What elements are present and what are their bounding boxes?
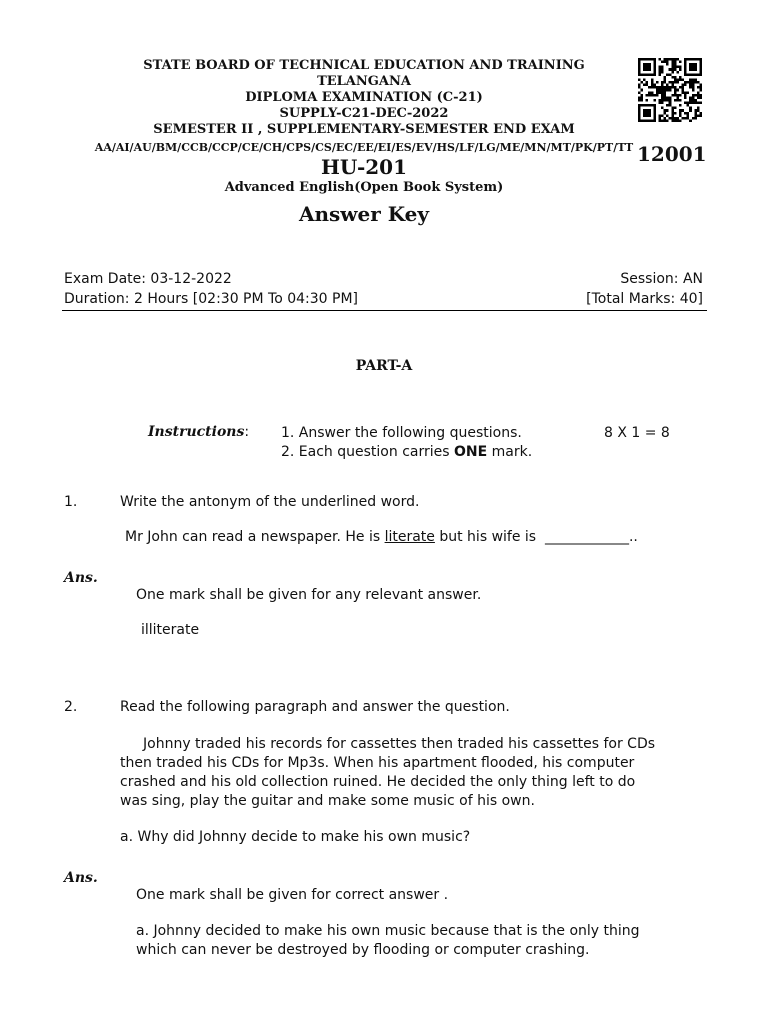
total-marks: [Total Marks: 40] <box>586 291 703 307</box>
answer-text: a. Johnny decided to make his own music because that is the only thing <box>136 923 640 939</box>
marking-note: One mark shall be given for correct answer . <box>136 887 449 903</box>
underlined-word: literate <box>384 529 435 545</box>
state-name: TELANGANA <box>317 74 411 89</box>
exam-name: DIPLOMA EXAMINATION (C-21) <box>245 90 483 105</box>
paragraph-line: Johnny traded his records for cassettes then traded his cassettes for CDs <box>143 736 656 752</box>
instructions-label <box>148 424 249 440</box>
answer-label: Ans. <box>64 570 98 586</box>
paper-number: 12001 <box>637 142 707 166</box>
document-title: Answer Key <box>298 202 430 226</box>
answer-blank: ____________ <box>544 529 629 545</box>
question-prompt: Write the antonym of the underlined word. <box>120 494 420 510</box>
marking-note: One mark shall be given for any relevant answer. <box>136 587 482 603</box>
qr-code-icon <box>638 58 702 122</box>
instruction-2-bold: ONE <box>453 444 488 460</box>
sentence-mid: but his wife is <box>434 529 545 545</box>
question-number: 2. <box>64 699 78 715</box>
semester-line: SEMESTER II , SUPPLEMENTARY-SEMESTER END EXAM <box>153 122 575 137</box>
part-title: PART-A <box>355 358 413 374</box>
question-sentence <box>125 528 638 548</box>
duration: Duration: 2 Hours [02:30 PM To 04:30 PM] <box>64 291 358 307</box>
subject-name: Advanced English(Open Book System) <box>224 180 504 195</box>
instructions-colon: : <box>244 424 250 440</box>
header-divider <box>62 310 707 311</box>
sentence-pre: Mr John can read a newspaper. He is <box>125 529 385 545</box>
branch-codes: AA/AI/AU/BM/CCB/CCP/CE/CH/CPS/CS/EC/EE/EI/ES/EV/HS/LF/LG/ME/MN/MT/PK/PT/TT <box>94 141 634 154</box>
instruction-2 <box>281 443 532 463</box>
question-number: 1. <box>64 494 78 510</box>
paper-code: HU-201 <box>320 155 408 179</box>
session: Session: AN <box>620 271 703 287</box>
paragraph-line: crashed and his old collection ruined. He decided the only thing left to do <box>120 774 636 790</box>
exam-session: SUPPLY-C21-DEC-2022 <box>279 106 449 121</box>
instruction-1: 1. Answer the following questions. <box>281 425 522 441</box>
exam-date: Exam Date: 03-12-2022 <box>64 271 232 287</box>
paragraph-line: then traded his CDs for Mp3s. When his apartment flooded, his computer <box>120 755 635 771</box>
paragraph-line: was sing, play the guitar and make some music of his own. <box>120 793 535 809</box>
sentence-end: .. <box>628 529 638 545</box>
question-prompt: Read the following paragraph and answer the question. <box>120 699 510 715</box>
marks-scheme: 8 X 1 = 8 <box>604 425 670 441</box>
answer-label: Ans. <box>64 870 98 886</box>
sub-question: a. Why did Johnny decide to make his own music? <box>120 829 471 845</box>
board-title: STATE BOARD OF TECHNICAL EDUCATION AND TRAINING <box>143 58 585 73</box>
answer-text: illiterate <box>141 622 200 638</box>
instruction-2-post: mark. <box>487 444 533 460</box>
answer-text: which can never be destroyed by flooding or computer crashing. <box>136 942 590 958</box>
instructions-label-text: Instructions <box>148 424 245 440</box>
instruction-2-pre: 2. Each question carries <box>281 444 454 460</box>
